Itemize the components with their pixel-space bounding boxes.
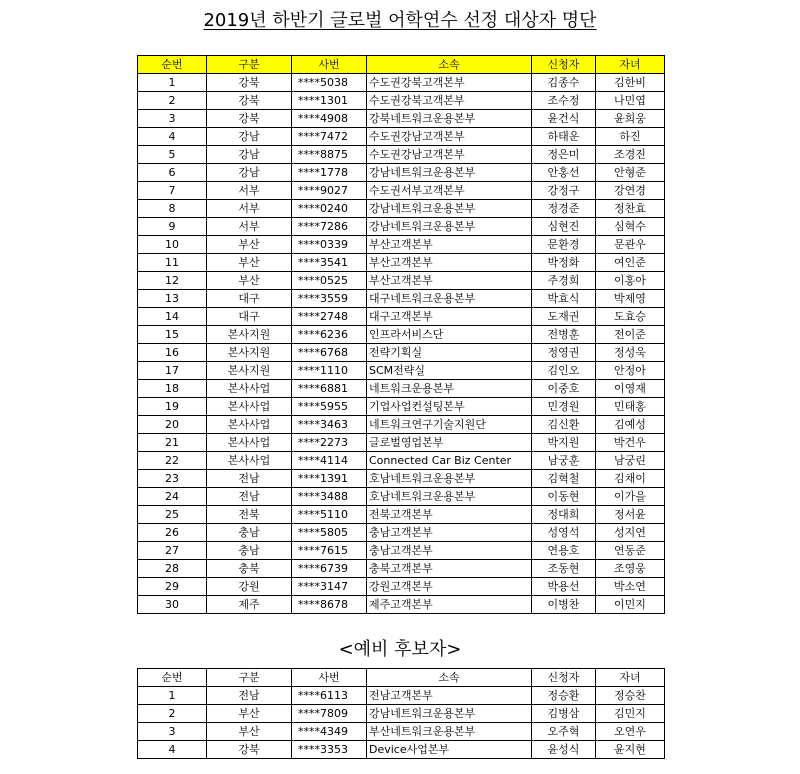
cell-applicant: 정승환	[532, 687, 596, 705]
header-applicant: 신청자	[532, 56, 596, 74]
cell-number: 17	[138, 362, 207, 380]
cell-number: 3	[138, 110, 207, 128]
cell-applicant: 정대희	[532, 506, 596, 524]
table-row	[138, 596, 665, 614]
cell-number: 21	[138, 434, 207, 452]
cell-department: Connected Car Biz Center	[367, 452, 532, 470]
cell-category: 서부	[207, 218, 292, 236]
table-row	[138, 380, 665, 398]
cell-applicant: 오주혁	[532, 723, 596, 741]
cell-department: 대구네트워크운용본부	[367, 290, 532, 308]
cell-child: 하진	[596, 128, 665, 146]
cell-category: 강북	[207, 110, 292, 128]
cell-child: 여인준	[596, 254, 665, 272]
cell-number: 23	[138, 470, 207, 488]
cell-number: 18	[138, 380, 207, 398]
cell-applicant: 안홍선	[532, 164, 596, 182]
cell-child: 안형준	[596, 164, 665, 182]
cell-applicant: 정영권	[532, 344, 596, 362]
cell-number: 2	[138, 705, 207, 723]
cell-category: 강남	[207, 146, 292, 164]
table-row	[138, 470, 665, 488]
cell-child: 정찬효	[596, 200, 665, 218]
cell-category: 강북	[207, 92, 292, 110]
table-row	[138, 524, 665, 542]
cell-child: 연동준	[596, 542, 665, 560]
cell-applicant: 전병훈	[532, 326, 596, 344]
cell-child: 남궁린	[596, 452, 665, 470]
cell-department: 인프라서비스단	[367, 326, 532, 344]
cell-employee-id: ****4908	[292, 110, 367, 128]
cell-applicant: 심현진	[532, 218, 596, 236]
cell-department: 부산고객본부	[367, 254, 532, 272]
header-child: 자녀	[596, 56, 665, 74]
table-row	[138, 74, 665, 92]
cell-number: 25	[138, 506, 207, 524]
table-row	[138, 416, 665, 434]
cell-department: 부산고객본부	[367, 272, 532, 290]
cell-employee-id: ****9027	[292, 182, 367, 200]
table-body	[138, 74, 665, 614]
cell-number: 15	[138, 326, 207, 344]
cell-category: 대구	[207, 308, 292, 326]
cell-applicant: 김인오	[532, 362, 596, 380]
cell-category: 강남	[207, 164, 292, 182]
cell-employee-id: ****0525	[292, 272, 367, 290]
cell-child: 정서윤	[596, 506, 665, 524]
cell-applicant: 김신환	[532, 416, 596, 434]
header-employee-id: 사번	[292, 56, 367, 74]
cell-category: 본사지원	[207, 344, 292, 362]
table-row	[138, 723, 665, 741]
cell-employee-id: ****5805	[292, 524, 367, 542]
cell-child: 나민엽	[596, 92, 665, 110]
cell-child: 심혁수	[596, 218, 665, 236]
cell-category: 제주	[207, 596, 292, 614]
cell-employee-id: ****6113	[292, 687, 367, 705]
cell-child: 문관우	[596, 236, 665, 254]
cell-applicant: 문환경	[532, 236, 596, 254]
cell-category: 대구	[207, 290, 292, 308]
cell-employee-id: ****3353	[292, 741, 367, 759]
cell-department: 기업사업컨설팅본부	[367, 398, 532, 416]
cell-applicant: 윤성식	[532, 741, 596, 759]
cell-category: 본사사업	[207, 398, 292, 416]
cell-number: 9	[138, 218, 207, 236]
cell-applicant: 정은미	[532, 146, 596, 164]
cell-number: 29	[138, 578, 207, 596]
cell-category: 전남	[207, 687, 292, 705]
cell-child: 민태홍	[596, 398, 665, 416]
cell-child: 전이준	[596, 326, 665, 344]
cell-child: 이영재	[596, 380, 665, 398]
table-row	[138, 236, 665, 254]
table-row	[138, 254, 665, 272]
cell-department: 충북고객본부	[367, 560, 532, 578]
cell-category: 부산	[207, 723, 292, 741]
cell-category: 본사지원	[207, 326, 292, 344]
cell-number: 7	[138, 182, 207, 200]
cell-department: 강남네트워크운용본부	[367, 164, 532, 182]
cell-department: 충남고객본부	[367, 542, 532, 560]
header-child: 자녀	[596, 669, 665, 687]
cell-applicant: 도재권	[532, 308, 596, 326]
header-department: 소속	[367, 56, 532, 74]
header-employee-id: 사번	[292, 669, 367, 687]
cell-child: 박건우	[596, 434, 665, 452]
cell-category: 충남	[207, 542, 292, 560]
table-row	[138, 741, 665, 759]
table-row	[138, 308, 665, 326]
cell-department: 대구고객본부	[367, 308, 532, 326]
cell-number: 4	[138, 741, 207, 759]
reserve-candidates-table	[137, 668, 665, 759]
cell-applicant: 정경준	[532, 200, 596, 218]
cell-employee-id: ****4349	[292, 723, 367, 741]
cell-employee-id: ****7809	[292, 705, 367, 723]
cell-applicant: 윤건식	[532, 110, 596, 128]
cell-child: 이민지	[596, 596, 665, 614]
cell-child: 오연우	[596, 723, 665, 741]
cell-number: 14	[138, 308, 207, 326]
cell-employee-id: ****6881	[292, 380, 367, 398]
table-row	[138, 506, 665, 524]
table-row	[138, 110, 665, 128]
document-title	[0, 10, 800, 32]
cell-category: 강북	[207, 741, 292, 759]
table-row	[138, 128, 665, 146]
cell-applicant: 민경원	[532, 398, 596, 416]
table-row	[138, 362, 665, 380]
cell-department: 네트워크연구기술지원단	[367, 416, 532, 434]
cell-department: 강남네트워크운용본부	[367, 705, 532, 723]
cell-department: 제주고객본부	[367, 596, 532, 614]
cell-number: 2	[138, 92, 207, 110]
cell-employee-id: ****0339	[292, 236, 367, 254]
cell-department: 강원고객본부	[367, 578, 532, 596]
cell-department: 수도권강북고객본부	[367, 92, 532, 110]
cell-category: 부산	[207, 705, 292, 723]
cell-category: 강북	[207, 74, 292, 92]
reserve-title: <예비 후보자>	[338, 639, 462, 660]
cell-department: 강남네트워크운용본부	[367, 200, 532, 218]
header-department: 소속	[367, 669, 532, 687]
table-row	[138, 92, 665, 110]
cell-department: 호남네트워크운용본부	[367, 488, 532, 506]
cell-department: 충남고객본부	[367, 524, 532, 542]
cell-number: 27	[138, 542, 207, 560]
cell-department: Device사업본부	[367, 741, 532, 759]
cell-number: 16	[138, 344, 207, 362]
cell-applicant: 이중호	[532, 380, 596, 398]
cell-number: 4	[138, 128, 207, 146]
cell-applicant: 하태운	[532, 128, 596, 146]
cell-department: 수도권강남고객본부	[367, 146, 532, 164]
cell-number: 20	[138, 416, 207, 434]
cell-child: 박소연	[596, 578, 665, 596]
cell-employee-id: ****3488	[292, 488, 367, 506]
cell-applicant: 김병삼	[532, 705, 596, 723]
cell-number: 24	[138, 488, 207, 506]
cell-child: 조영웅	[596, 560, 665, 578]
cell-category: 부산	[207, 272, 292, 290]
cell-number: 8	[138, 200, 207, 218]
cell-applicant: 박용선	[532, 578, 596, 596]
table-row	[138, 542, 665, 560]
cell-applicant: 연용호	[532, 542, 596, 560]
cell-child: 안정아	[596, 362, 665, 380]
cell-number: 10	[138, 236, 207, 254]
selected-candidates-table	[137, 55, 665, 614]
cell-category: 부산	[207, 236, 292, 254]
cell-department: 전략기획실	[367, 344, 532, 362]
cell-applicant: 이병찬	[532, 596, 596, 614]
cell-child: 김한비	[596, 74, 665, 92]
cell-applicant: 조수정	[532, 92, 596, 110]
cell-category: 본사사업	[207, 416, 292, 434]
cell-applicant: 조동현	[532, 560, 596, 578]
cell-employee-id: ****7615	[292, 542, 367, 560]
cell-child: 조경진	[596, 146, 665, 164]
cell-department: 수도권서부고객본부	[367, 182, 532, 200]
cell-number: 3	[138, 723, 207, 741]
cell-number: 5	[138, 146, 207, 164]
cell-child: 윤지현	[596, 741, 665, 759]
cell-number: 1	[138, 74, 207, 92]
table-row	[138, 687, 665, 705]
cell-employee-id: ****5110	[292, 506, 367, 524]
cell-department: 전남고객본부	[367, 687, 532, 705]
cell-number: 26	[138, 524, 207, 542]
cell-child: 윤희웅	[596, 110, 665, 128]
cell-number: 6	[138, 164, 207, 182]
cell-employee-id: ****5955	[292, 398, 367, 416]
cell-number: 11	[138, 254, 207, 272]
document-title-text: 2019년 하반기 글로벌 어학연수 선정 대상자 명단	[203, 10, 597, 31]
cell-applicant: 박효식	[532, 290, 596, 308]
table-row	[138, 578, 665, 596]
table-row	[138, 326, 665, 344]
cell-child: 이홍아	[596, 272, 665, 290]
cell-child: 김민지	[596, 705, 665, 723]
cell-category: 부산	[207, 254, 292, 272]
cell-applicant: 김종수	[532, 74, 596, 92]
cell-category: 본사사업	[207, 380, 292, 398]
cell-category: 본사사업	[207, 452, 292, 470]
cell-category: 충남	[207, 524, 292, 542]
cell-employee-id: ****8875	[292, 146, 367, 164]
table-row	[138, 200, 665, 218]
cell-category: 서부	[207, 200, 292, 218]
table-row	[138, 344, 665, 362]
cell-child: 도효승	[596, 308, 665, 326]
cell-employee-id: ****3147	[292, 578, 367, 596]
cell-applicant: 주경희	[532, 272, 596, 290]
cell-category: 강원	[207, 578, 292, 596]
cell-category: 강남	[207, 128, 292, 146]
cell-employee-id: ****3559	[292, 290, 367, 308]
cell-department: 네트워크운용본부	[367, 380, 532, 398]
cell-department: 부산네트워크운용본부	[367, 723, 532, 741]
cell-child: 성지연	[596, 524, 665, 542]
cell-department: 글로벌영업본부	[367, 434, 532, 452]
cell-category: 전북	[207, 506, 292, 524]
cell-department: 강남네트워크운용본부	[367, 218, 532, 236]
header-applicant: 신청자	[532, 669, 596, 687]
table-row	[138, 488, 665, 506]
cell-applicant: 성영석	[532, 524, 596, 542]
table-row	[138, 290, 665, 308]
cell-category: 서부	[207, 182, 292, 200]
cell-employee-id: ****2748	[292, 308, 367, 326]
cell-number: 30	[138, 596, 207, 614]
cell-employee-id: ****3463	[292, 416, 367, 434]
table-row	[138, 146, 665, 164]
cell-child: 정승찬	[596, 687, 665, 705]
cell-employee-id: ****6739	[292, 560, 367, 578]
table-header-row	[138, 56, 665, 74]
table-body	[138, 687, 665, 759]
cell-category: 본사사업	[207, 434, 292, 452]
cell-employee-id: ****1391	[292, 470, 367, 488]
cell-category: 전남	[207, 488, 292, 506]
cell-employee-id: ****2273	[292, 434, 367, 452]
cell-category: 전남	[207, 470, 292, 488]
cell-department: 수도권강북고객본부	[367, 74, 532, 92]
cell-department: 강북네트워크운용본부	[367, 110, 532, 128]
cell-department: 전북고객본부	[367, 506, 532, 524]
header-category: 구분	[207, 669, 292, 687]
cell-employee-id: ****1778	[292, 164, 367, 182]
cell-number: 1	[138, 687, 207, 705]
cell-employee-id: ****1301	[292, 92, 367, 110]
table-row	[138, 398, 665, 416]
cell-applicant: 강정구	[532, 182, 596, 200]
cell-employee-id: ****4114	[292, 452, 367, 470]
table-header-row	[138, 669, 665, 687]
cell-department: SCM전략실	[367, 362, 532, 380]
cell-number: 19	[138, 398, 207, 416]
cell-number: 22	[138, 452, 207, 470]
cell-employee-id: ****7286	[292, 218, 367, 236]
cell-number: 12	[138, 272, 207, 290]
cell-applicant: 이동현	[532, 488, 596, 506]
table-row	[138, 218, 665, 236]
cell-department: 수도권강남고객본부	[367, 128, 532, 146]
cell-child: 박제영	[596, 290, 665, 308]
cell-applicant: 김혁철	[532, 470, 596, 488]
cell-number: 28	[138, 560, 207, 578]
cell-employee-id: ****1110	[292, 362, 367, 380]
cell-category: 본사지원	[207, 362, 292, 380]
cell-employee-id: ****7472	[292, 128, 367, 146]
cell-applicant: 박지원	[532, 434, 596, 452]
cell-child: 김채이	[596, 470, 665, 488]
cell-employee-id: ****6236	[292, 326, 367, 344]
cell-employee-id: ****0240	[292, 200, 367, 218]
table-row	[138, 434, 665, 452]
cell-employee-id: ****8678	[292, 596, 367, 614]
table-row	[138, 182, 665, 200]
cell-applicant: 박정화	[532, 254, 596, 272]
cell-department: 부산고객본부	[367, 236, 532, 254]
cell-employee-id: ****5038	[292, 74, 367, 92]
cell-applicant: 남궁훈	[532, 452, 596, 470]
cell-child: 강연경	[596, 182, 665, 200]
cell-employee-id: ****6768	[292, 344, 367, 362]
table-row	[138, 705, 665, 723]
cell-category: 충북	[207, 560, 292, 578]
table-row	[138, 164, 665, 182]
header-category: 구분	[207, 56, 292, 74]
table-row	[138, 560, 665, 578]
table-row	[138, 452, 665, 470]
table-row	[138, 272, 665, 290]
cell-child: 정성욱	[596, 344, 665, 362]
header-number: 순번	[138, 56, 207, 74]
cell-department: 호남네트워크운용본부	[367, 470, 532, 488]
cell-number: 13	[138, 290, 207, 308]
cell-employee-id: ****3541	[292, 254, 367, 272]
cell-child: 김예성	[596, 416, 665, 434]
header-number: 순번	[138, 669, 207, 687]
cell-child: 이가을	[596, 488, 665, 506]
